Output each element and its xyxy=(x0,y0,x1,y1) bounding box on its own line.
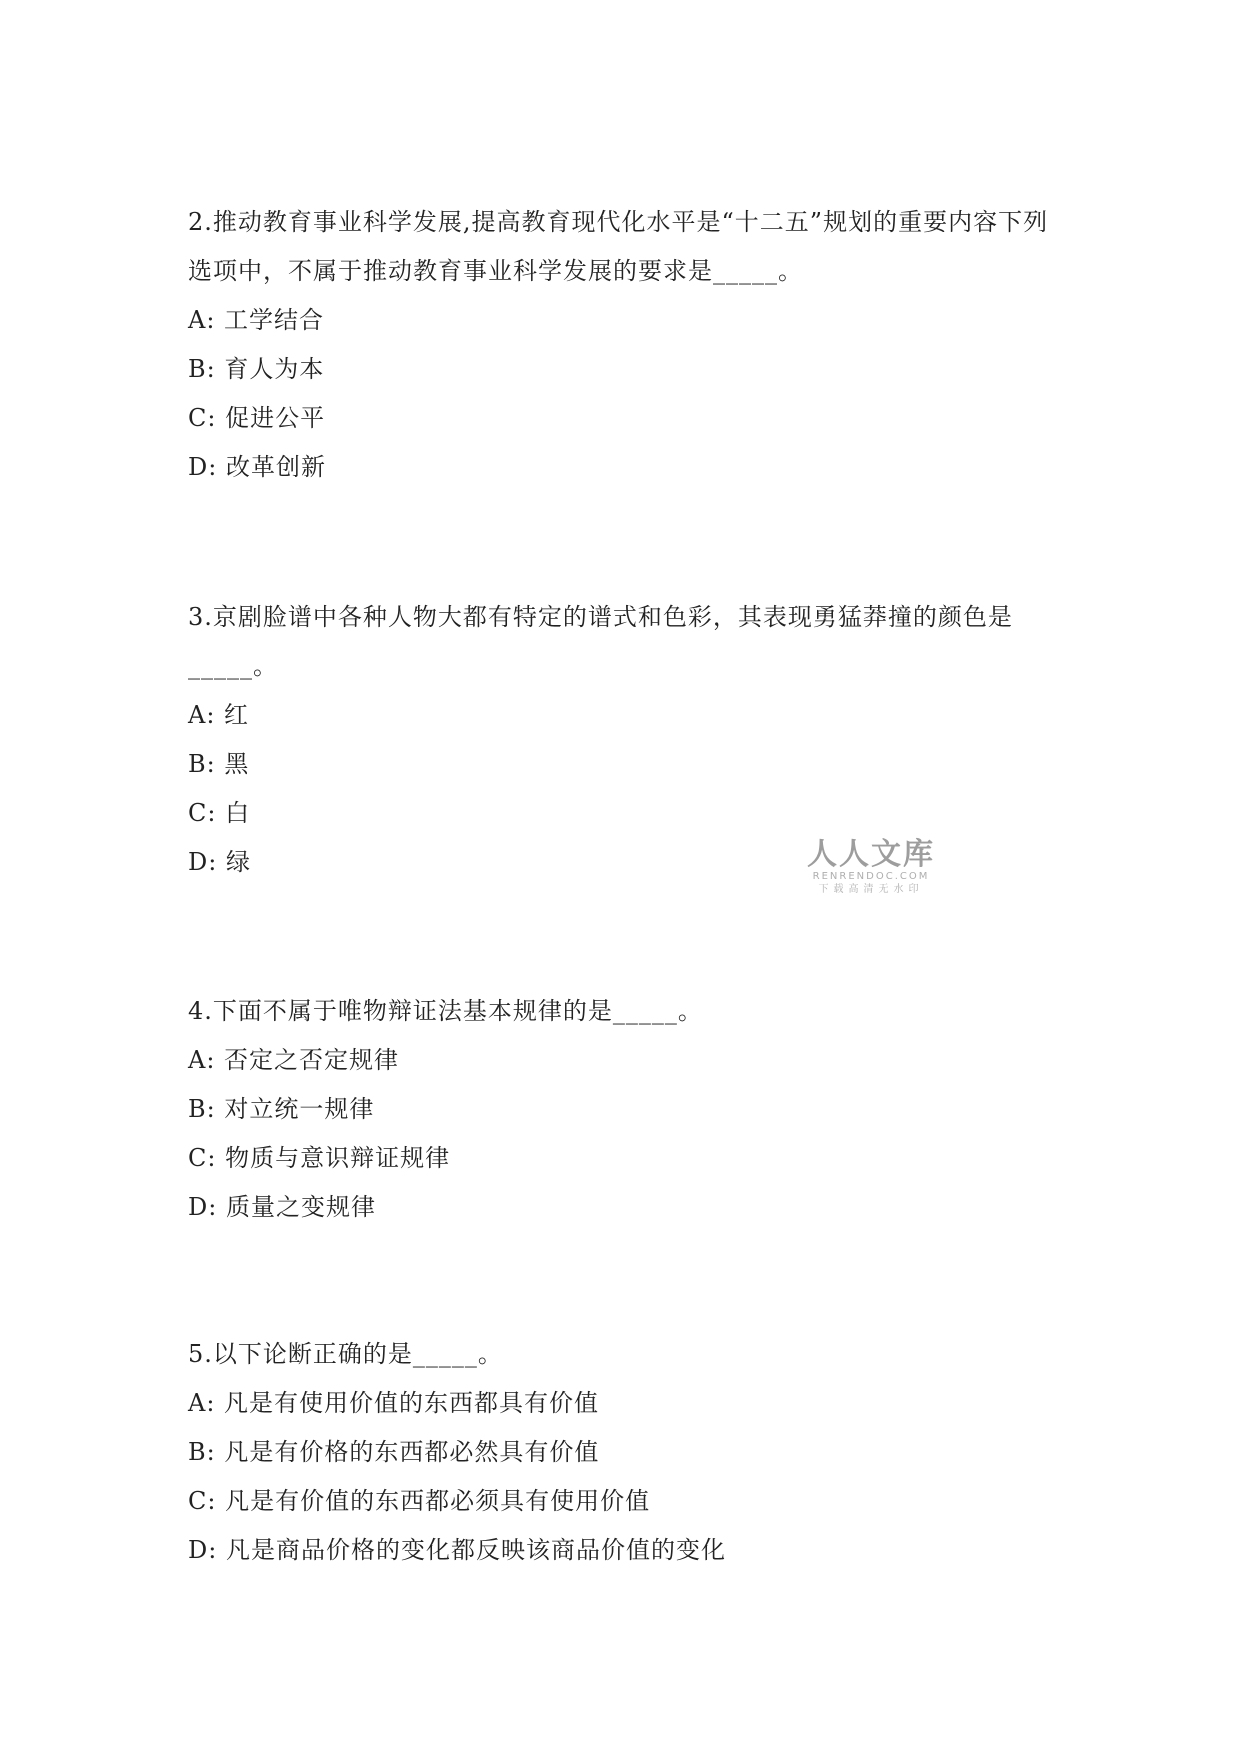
option-a: A: 工学结合 xyxy=(188,306,325,334)
option-d: D: 改革创新 xyxy=(188,453,326,481)
option-d: D: 凡是商品价格的变化都反映该商品价值的变化 xyxy=(188,1536,726,1564)
question-3 xyxy=(188,593,1068,887)
option-list xyxy=(188,1036,1068,1232)
watermark-subtitle: 下载高清无水印 xyxy=(818,884,924,895)
option-a: A: 红 xyxy=(188,701,250,729)
question-stem: 5.以下论断正确的是_____。 xyxy=(188,1340,503,1368)
option-d: D: 绿 xyxy=(188,848,251,876)
option-c: C: 促进公平 xyxy=(188,404,326,432)
question-stem: 2.推动教育事业科学发展,提高教育现代化水平是“十二五”规划的重要内容下列选项中，不属于推动教育事业科学发展的要求是_____。 xyxy=(188,208,1049,285)
option-c: C: 白 xyxy=(188,799,251,827)
option-b: B: 育人为本 xyxy=(188,355,325,383)
option-list xyxy=(188,296,1068,492)
question-stem: 4.下面不属于唯物辩证法基本规律的是_____。 xyxy=(188,997,703,1025)
option-list xyxy=(188,1379,1068,1575)
question-stem-line1: 3.京剧脸谱中各种人物大都有特定的谱式和色彩，其表现勇猛莽撞的颜色是 xyxy=(188,603,1013,631)
option-list xyxy=(188,691,1068,887)
watermark-title: 人人文库 xyxy=(807,837,935,872)
question-4 xyxy=(188,987,1068,1232)
option-d: D: 质量之变规律 xyxy=(188,1193,376,1221)
option-b: B: 凡是有价格的东西都必然具有价值 xyxy=(188,1438,600,1466)
watermark-logo xyxy=(806,839,936,896)
watermark-domain: RENRENDOC.COM xyxy=(812,871,930,882)
question-stem-line2: _____。 xyxy=(188,652,278,680)
question-2 xyxy=(188,198,1068,492)
option-c: C: 物质与意识辩证规律 xyxy=(188,1144,451,1172)
option-a: A: 否定之否定规律 xyxy=(188,1046,400,1074)
question-stem xyxy=(188,593,1068,691)
question-5 xyxy=(188,1330,1068,1575)
option-b: B: 黑 xyxy=(188,750,250,778)
option-b: B: 对立统一规律 xyxy=(188,1095,375,1123)
option-c: C: 凡是有价值的东西都必须具有使用价值 xyxy=(188,1487,651,1515)
option-a: A: 凡是有使用价值的东西都具有价值 xyxy=(188,1389,600,1417)
